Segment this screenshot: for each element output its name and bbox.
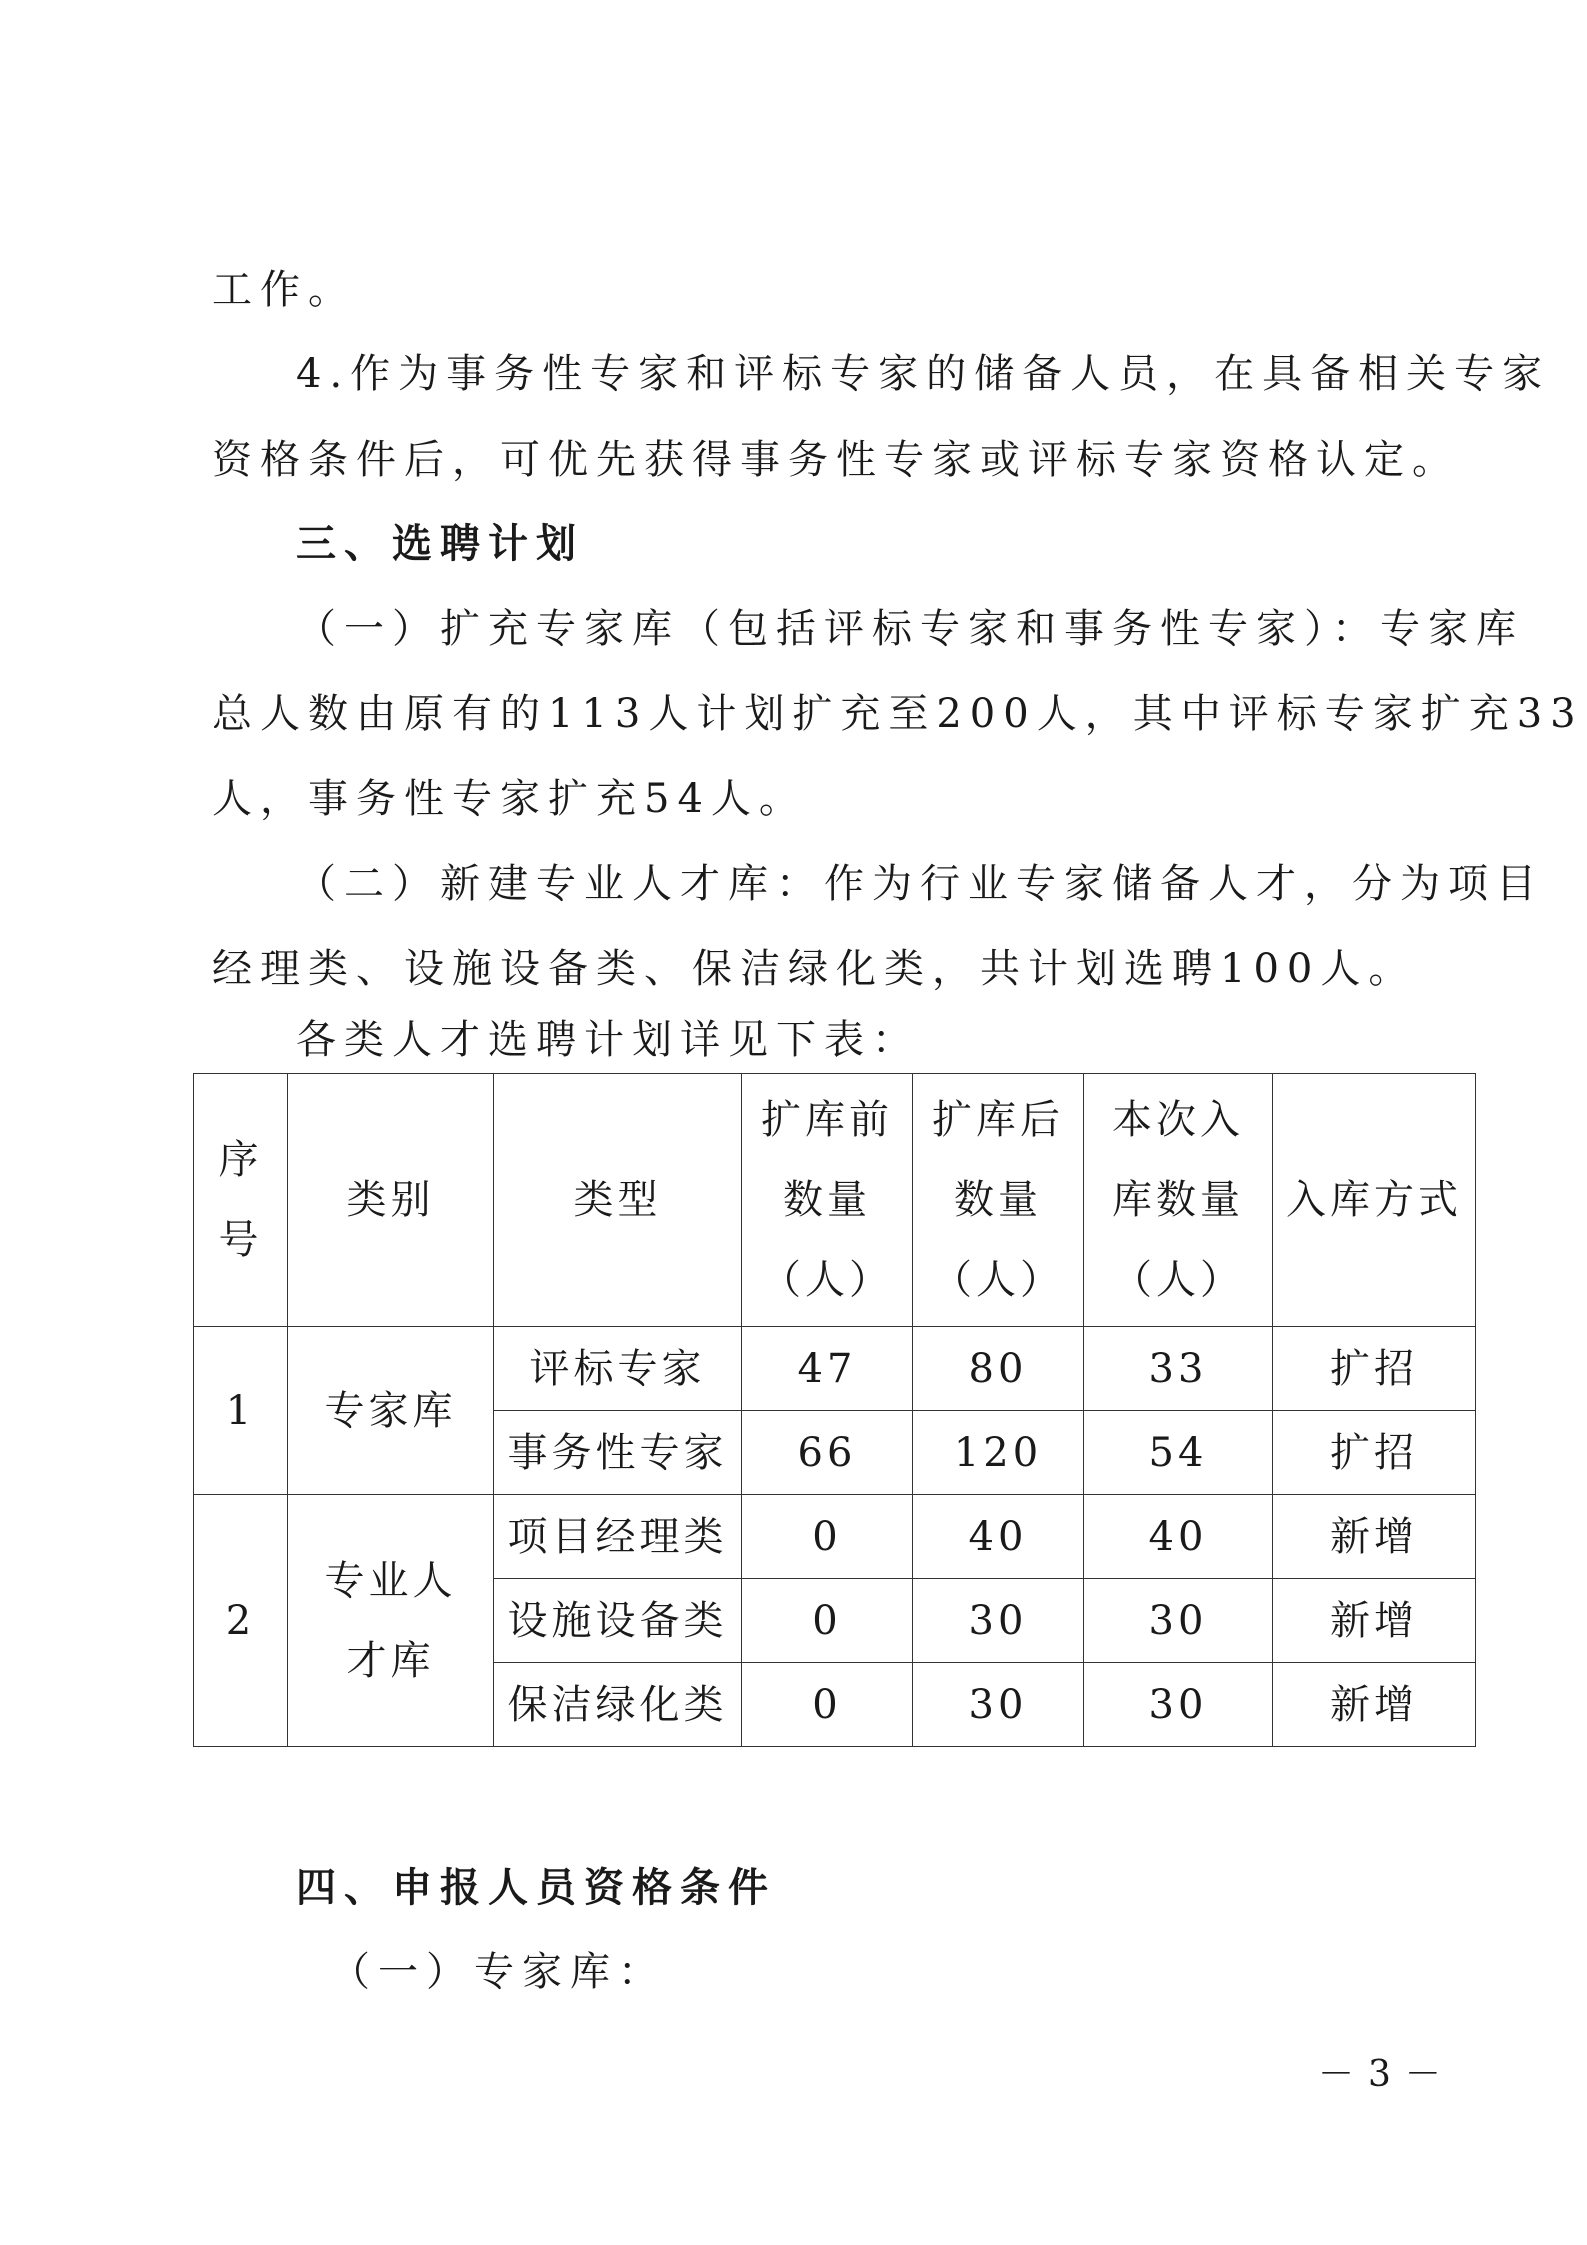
cell-category: 专业人 才库 bbox=[288, 1495, 494, 1747]
paragraph-line: 各类人才选聘计划详见下表： bbox=[296, 1017, 920, 1063]
paragraph-line: 4.作为事务性专家和评标专家的储备人员，在具备相关专家 bbox=[296, 351, 1551, 397]
cell-before: 0 bbox=[742, 1579, 913, 1663]
cell-type: 设施设备类 bbox=[494, 1579, 742, 1663]
cell-method: 扩招 bbox=[1273, 1411, 1476, 1495]
cell-category: 专家库 bbox=[288, 1327, 494, 1495]
cell-after: 120 bbox=[913, 1411, 1084, 1495]
header-after: 扩库后 数量 （人） bbox=[913, 1074, 1084, 1327]
page-number: －3－ bbox=[1318, 2054, 1455, 2095]
header-before: 扩库前 数量 （人） bbox=[742, 1074, 913, 1327]
cell-added: 30 bbox=[1084, 1579, 1273, 1663]
cell-method: 新增 bbox=[1273, 1579, 1476, 1663]
header-index: 序 号 bbox=[194, 1074, 288, 1327]
paragraph-line: 经理类、设施设备类、保洁绿化类，共计划选聘100人。 bbox=[212, 946, 1417, 992]
cell-type: 项目经理类 bbox=[494, 1495, 742, 1579]
cell-type: 保洁绿化类 bbox=[494, 1663, 742, 1747]
cell-method: 扩招 bbox=[1273, 1327, 1476, 1411]
paragraph-line: （一）专家库： bbox=[330, 1949, 666, 1995]
cell-before: 47 bbox=[742, 1327, 913, 1411]
cell-before: 66 bbox=[742, 1411, 913, 1495]
paragraph-line: 工作。 bbox=[212, 267, 356, 313]
cell-method: 新增 bbox=[1273, 1663, 1476, 1747]
cell-index: 2 bbox=[194, 1495, 288, 1747]
table-row bbox=[194, 1495, 1476, 1579]
paragraph-line: 人，事务性专家扩充54人。 bbox=[212, 776, 807, 822]
cell-before: 0 bbox=[742, 1663, 913, 1747]
paragraph-line: 资格条件后，可优先获得事务性专家或评标专家资格认定。 bbox=[212, 437, 1460, 483]
cell-added: 40 bbox=[1084, 1495, 1273, 1579]
cell-method: 新增 bbox=[1273, 1495, 1476, 1579]
table-header-row bbox=[194, 1074, 1476, 1327]
cell-added: 54 bbox=[1084, 1411, 1273, 1495]
cell-type: 事务性专家 bbox=[494, 1411, 742, 1495]
cell-after: 30 bbox=[913, 1663, 1084, 1747]
cell-before: 0 bbox=[742, 1495, 913, 1579]
table-row bbox=[194, 1327, 1476, 1411]
cell-after: 80 bbox=[913, 1327, 1084, 1411]
header-added: 本次入 库数量 （人） bbox=[1084, 1074, 1273, 1327]
cell-added: 30 bbox=[1084, 1663, 1273, 1747]
cell-added: 33 bbox=[1084, 1327, 1273, 1411]
header-category: 类别 bbox=[288, 1074, 494, 1327]
paragraph-line: 总人数由原有的113人计划扩充至200人，其中评标专家扩充33 bbox=[212, 691, 1584, 737]
header-method: 入库方式 bbox=[1273, 1074, 1476, 1327]
header-type: 类型 bbox=[494, 1074, 742, 1327]
paragraph-line: （一）扩充专家库（包括评标专家和事务性专家）：专家库 bbox=[296, 606, 1524, 652]
paragraph-line: （二）新建专业人才库：作为行业专家储备人才，分为项目 bbox=[296, 861, 1544, 907]
cell-type: 评标专家 bbox=[494, 1327, 742, 1411]
cell-after: 30 bbox=[913, 1579, 1084, 1663]
selection-plan-table bbox=[193, 1073, 1476, 1747]
section-heading: 三、选聘计划 bbox=[296, 520, 584, 567]
section-heading: 四、申报人员资格条件 bbox=[296, 1864, 776, 1911]
cell-index: 1 bbox=[194, 1327, 288, 1495]
cell-after: 40 bbox=[913, 1495, 1084, 1579]
